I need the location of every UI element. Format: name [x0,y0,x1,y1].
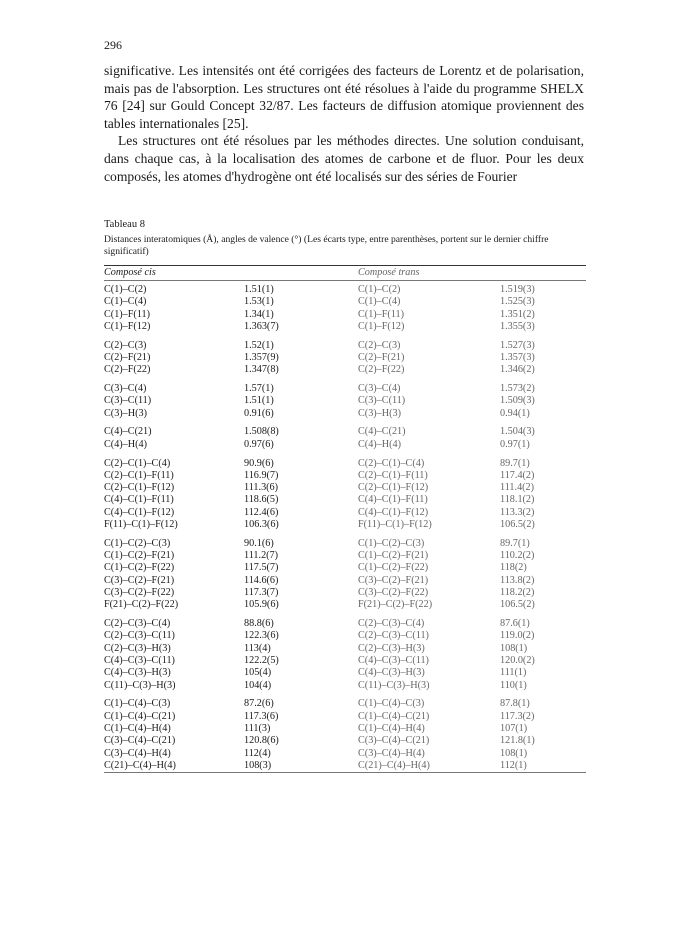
cis-bond: C(3)–C(2)–F(22) [104,587,175,599]
table-row [104,711,586,723]
cis-value: 1.363(7) [244,320,279,332]
cis-bond: C(1)–C(2)–F(22) [104,562,175,574]
cis-bond: C(3)–C(4)–H(4) [104,747,171,759]
trans-value: 1.351(2) [500,308,535,320]
cis-bond: C(11)–C(3)–H(3) [104,679,176,691]
trans-value: 1.504(3) [500,426,535,438]
trans-value: 112(1) [500,759,527,771]
cis-value: 1.357(9) [244,351,279,363]
table-row [104,439,586,451]
cis-bond: C(4)–C(21) [104,426,152,438]
trans-value: 108(1) [500,642,528,654]
cis-value: 105.9(6) [244,599,279,611]
trans-value: 87.6(1) [500,618,530,630]
cis-value: 87.2(6) [244,698,274,710]
trans-value: 1.357(3) [500,351,535,363]
trans-bond: C(4)–C(21) [358,426,406,438]
trans-bond: C(1)–C(4) [358,296,401,308]
trans-value: 113.3(2) [500,506,535,518]
table-row [104,408,586,420]
cis-bond: C(4)–C(1)–F(11) [104,494,174,506]
cis-value: 120.8(6) [244,735,279,747]
table-row [104,458,586,470]
trans-bond: C(3)–C(4)–H(4) [358,747,425,759]
trans-value: 107(1) [500,723,528,734]
trans-value: 1.573(2) [500,383,535,395]
table-row [104,309,586,321]
header-trans: Composé trans [358,267,420,278]
cis-bond: C(3)–C(11) [104,395,152,407]
header-blank [498,266,586,281]
cis-bond: C(4)–C(3)–C(11) [104,655,175,667]
cis-value: 111.3(6) [244,482,279,494]
cis-value: 114.6(6) [244,574,279,586]
cis-value: 0.97(6) [244,438,274,450]
cis-bond: C(3)–H(3) [104,407,148,419]
cis-bond: C(4)–C(1)–F(12) [104,506,175,518]
trans-value: 110(1) [500,679,527,691]
cis-value: 105(4) [244,667,272,679]
trans-value: 119.0(2) [500,630,535,642]
trans-bond: C(3)–C(11) [358,395,406,407]
table-row [104,470,586,482]
cis-bond: C(3)–C(2)–F(21) [104,574,175,586]
cis-bond: C(1)–C(2)–C(3) [104,537,171,549]
cis-value: 1.508(8) [244,426,279,438]
trans-bond: C(4)–C(3)–C(11) [358,655,429,667]
cis-value: 1.53(1) [244,296,274,308]
header-blank [242,266,358,281]
trans-value: 118(2) [500,562,527,574]
page-number: 296 [104,38,122,52]
table-row [104,340,586,352]
trans-value: 1.527(3) [500,339,535,351]
header-cis: Composé cis [104,267,156,278]
trans-bond: C(11)–C(3)–H(3) [358,679,430,691]
table-row [104,426,586,438]
table-row [104,735,586,747]
cis-value: 88.8(6) [244,618,274,630]
cis-value: 117.3(6) [244,710,279,722]
table-row [104,352,586,364]
trans-bond: C(1)–C(2)–F(21) [358,550,429,562]
trans-value: 89.7(1) [500,457,530,469]
table-row [104,748,586,760]
cis-value: 111(3) [244,723,271,734]
trans-value: 111(1) [500,667,527,679]
table-row [104,284,586,296]
table-row [104,760,586,772]
cis-value: 122.3(6) [244,630,279,642]
trans-bond: F(21)–C(2)–F(22) [358,599,433,611]
trans-value: 118.1(2) [500,494,535,506]
table-row [104,599,586,611]
cis-bond: C(4)–H(4) [104,438,148,450]
cis-value: 1.34(1) [244,308,274,320]
table-label: Tableau 8 [104,219,145,230]
cis-value: 113(4) [244,642,271,654]
trans-bond: C(1)–C(2) [358,284,401,295]
cis-bond: F(11)–C(1)–F(12) [104,519,178,531]
data-table [104,266,586,772]
table-row [104,550,586,562]
trans-value: 110.2(2) [500,550,535,562]
cis-bond: C(1)–C(4) [104,296,147,308]
table-header-row [104,266,586,281]
trans-value: 118.2(2) [500,587,535,599]
table-row [104,519,586,531]
cis-bond: C(2)–F(22) [104,364,151,376]
cis-bond: C(2)–C(3) [104,339,147,351]
trans-bond: C(1)–C(2)–F(22) [358,562,429,574]
cis-value: 118.6(5) [244,494,279,506]
trans-bond: C(2)–F(21) [358,351,405,363]
table-row [104,507,586,519]
distances-table [104,265,586,773]
table-row [104,562,586,574]
cis-value: 112(4) [244,747,271,759]
trans-value: 120.0(2) [500,655,535,667]
trans-bond: C(1)–F(12) [358,320,405,332]
cis-bond: C(2)–F(21) [104,351,151,363]
cis-value: 108(3) [244,759,272,771]
cis-value: 1.347(8) [244,364,279,376]
trans-bond: C(2)–C(3)–C(4) [358,618,425,630]
cis-bond: C(1)–C(4)–C(21) [104,710,176,722]
cis-bond: C(2)–C(3)–C(4) [104,618,171,630]
trans-bond: C(4)–C(1)–F(12) [358,506,429,518]
trans-bond: C(3)–C(4) [358,383,401,395]
cis-value: 116.9(7) [244,469,279,481]
cis-value: 111.2(7) [244,550,279,562]
cis-bond: C(1)–C(2)–F(21) [104,550,175,562]
table-caption-text: Distances interatomiques (Å), angles de valence (°) (Les écarts type, entre parenthèses, portent sur le dernier chiffre significatif) [104,234,549,258]
trans-bond: C(4)–H(4) [358,438,402,450]
cis-value: 1.52(1) [244,339,274,351]
cis-value: 90.1(6) [244,537,274,549]
trans-value: 117.3(2) [500,710,535,722]
cis-value: 1.51(1) [244,284,274,295]
trans-bond: C(3)–H(3) [358,407,402,419]
table-row [104,667,586,679]
cis-bond: C(2)–C(1)–F(12) [104,482,175,494]
cis-value: 122.2(5) [244,655,279,667]
trans-bond: C(1)–C(2)–C(3) [358,537,425,549]
cis-bond: C(1)–F(11) [104,308,151,320]
table-row [104,395,586,407]
cis-value: 117.5(7) [244,562,279,574]
paragraph: significative. Les intensités ont été corrigées des facteurs de Lorentz et de polarisation, mais pas de l'absorption. Les structures ont été résolues à l'aide du programme SHELX 76 [24] sur Gould Concept 32/87. Les facteurs de diffusion atomique proviennent des tables internationales [25]. [104,63,584,131]
table-row [104,655,586,667]
trans-bond: C(3)–C(2)–F(22) [358,587,429,599]
cis-bond: C(3)–C(4)–C(21) [104,735,176,747]
trans-bond: C(2)–C(3) [358,339,401,351]
trans-value: 87.8(1) [500,698,530,710]
trans-bond: C(1)–F(11) [358,308,405,320]
cis-value: 1.51(1) [244,395,274,407]
table-row [104,383,586,395]
trans-bond: C(1)–C(4)–C(21) [358,710,430,722]
table-row [104,575,586,587]
trans-value: 113.8(2) [500,574,535,586]
cis-value: 0.91(6) [244,407,274,419]
cis-bond: C(2)–C(1)–C(4) [104,457,171,469]
table-row [104,494,586,506]
cis-bond: C(1)–C(4)–H(4) [104,723,171,734]
trans-value: 1.355(3) [500,320,535,332]
trans-value: 1.509(3) [500,395,535,407]
trans-bond: C(4)–C(1)–F(11) [358,494,428,506]
trans-bond: C(4)–C(3)–H(3) [358,667,425,679]
trans-value: 89.7(1) [500,537,530,549]
cis-bond: C(2)–C(3)–C(11) [104,630,175,642]
cis-bond: C(1)–C(4)–C(3) [104,698,171,710]
trans-value: 1.519(3) [500,284,535,295]
table-caption [104,218,586,259]
trans-bond: C(2)–C(3)–H(3) [358,642,425,654]
cis-value: 90.9(6) [244,457,274,469]
cis-bond: C(21)–C(4)–H(4) [104,759,176,771]
table-row [104,321,586,333]
table-row [104,482,586,494]
cis-value: 104(4) [244,679,272,691]
trans-value: 0.94(1) [500,407,530,419]
table-row [104,643,586,655]
cis-bond: C(4)–C(3)–H(3) [104,667,171,679]
trans-bond: C(1)–C(4)–H(4) [358,723,425,734]
table-row [104,587,586,599]
trans-bond: C(1)–C(4)–C(3) [358,698,425,710]
paragraph: Les structures ont été résolues par les méthodes directes. Une solution conduisant, dans chaque cas, à la localisation des atomes de carbone et de fluor. Pour les deux composés, les atomes d'hydrogène ont été localisés sur des séries de Fourier [104,133,584,184]
trans-value: 121.8(1) [500,735,535,747]
table-row [104,364,586,376]
table-row [104,296,586,308]
cis-bond: C(2)–C(3)–H(3) [104,642,171,654]
cis-bond: F(21)–C(2)–F(22) [104,599,179,611]
table-row [104,630,586,642]
body-text [104,62,584,185]
trans-bond: C(2)–C(1)–F(11) [358,469,428,481]
trans-value: 117.4(2) [500,469,535,481]
trans-bond: C(2)–C(1)–C(4) [358,457,425,469]
cis-value: 112.4(6) [244,506,279,518]
trans-bond: C(3)–C(4)–C(21) [358,735,430,747]
trans-bond: C(2)–C(3)–C(11) [358,630,429,642]
trans-value: 108(1) [500,747,528,759]
trans-value: 1.346(2) [500,364,535,376]
table-row [104,723,586,735]
trans-value: 1.525(3) [500,296,535,308]
cis-bond: C(1)–F(12) [104,320,151,332]
table-row [104,538,586,550]
trans-bond: C(2)–F(22) [358,364,405,376]
trans-bond: C(3)–C(2)–F(21) [358,574,429,586]
cis-value: 106.3(6) [244,519,279,531]
table-row [104,698,586,710]
trans-bond: C(21)–C(4)–H(4) [358,759,430,771]
trans-bond: F(11)–C(1)–F(12) [358,519,432,531]
trans-value: 106.5(2) [500,519,535,531]
cis-bond: C(1)–C(2) [104,284,147,295]
cis-value: 117.3(7) [244,587,279,599]
table-bottom-rule [104,772,586,773]
trans-bond: C(2)–C(1)–F(12) [358,482,429,494]
table-row [104,618,586,630]
trans-value: 0.97(1) [500,438,530,450]
cis-bond: C(3)–C(4) [104,383,147,395]
cis-bond: C(2)–C(1)–F(11) [104,469,174,481]
trans-value: 111.4(2) [500,482,535,494]
trans-value: 106.5(2) [500,599,535,611]
cis-value: 1.57(1) [244,383,274,395]
table-row [104,680,586,692]
